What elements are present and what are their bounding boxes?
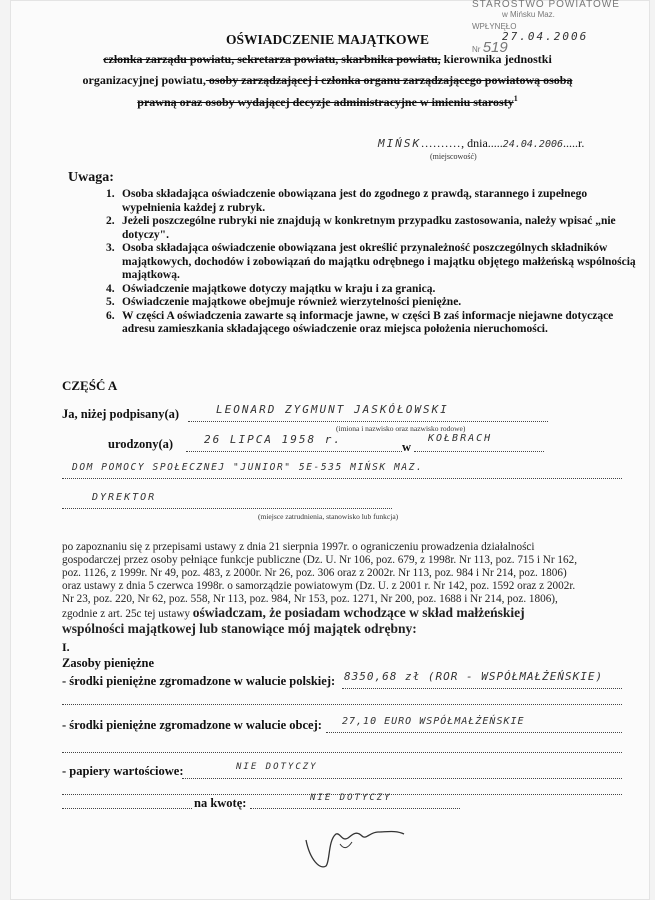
struck-functions-b: osoby zarządzającej i członka organu zarządzającego powiatową osobą: [205, 73, 573, 87]
born-place: KOŁBRACH: [428, 433, 493, 444]
date-suffix: r.: [578, 136, 585, 150]
stamp-number: 519: [482, 39, 508, 56]
stamp-office-city: w Mińsku Maz.: [502, 10, 555, 19]
declarant-label: Ja, niżej podpisany(a): [62, 407, 180, 421]
pln-funds-value: 8350,68 zł (ROR - WSPÓŁMAŁŻEŃSKIE): [344, 670, 604, 683]
notes-heading: Uwaga:: [68, 170, 114, 185]
date-value: 24.04.2006: [502, 139, 564, 150]
note-item: 5. Oświadczenie majątkowe obejmuje również wierzytelności pieniężne.: [106, 296, 462, 308]
part-a-heading: CZĘŚĆ A: [62, 378, 118, 393]
foreign-funds-line-2: [62, 752, 622, 753]
name-line: [188, 421, 548, 422]
securities-line: [182, 778, 622, 779]
note-item: 1. Osoba składająca oświadczenie obowiązana jest do zgodnego z prawdą, starannego i zupełnego wypełnienia każdej z rubryk.: [106, 188, 588, 214]
name-caption: (imiona i nazwisko oraz nazwisko rodowe): [336, 424, 466, 433]
section-roman: I.: [62, 640, 70, 654]
stamp-nr-label: Nr: [472, 45, 481, 54]
born-in-label: w: [402, 440, 412, 454]
stamp-received-label: WPŁYNĘŁO: [472, 22, 517, 31]
title-line-1: [0, 52, 655, 67]
title-line-2: [0, 73, 655, 88]
foreign-funds-value: 27,10 EURO WSPÓŁMAŁŻEŃSKIE: [342, 716, 525, 727]
stamp-date: 27.04.2006: [502, 30, 589, 43]
place-caption: (miejscowość): [430, 152, 477, 161]
struck-functions-c: prawną oraz osoby wydającej decyzje administracyjne w imieniu starosty: [137, 95, 514, 109]
employment-place: DOM POMOCY SPOŁECZNEJ "JUNIOR" 5E-535 MIŃSK MAZ.: [72, 462, 424, 473]
foreign-funds-label: - środki pieniężne zgromadzone w walucie obcej:: [62, 718, 322, 732]
securities-value: NIE DOTYCZY: [236, 762, 318, 772]
note-item: 4. Oświadczenie majątkowe dotyczy majątku w kraju i za granicą.: [106, 282, 436, 295]
declarant-name: LEONARD ZYGMUNT JASKÓŁOWSKI: [216, 403, 449, 416]
amount-label: na kwotę:: [194, 796, 247, 810]
struck-functions-a: członka zarządu powiatu, sekretarza powiatu, skarbnika powiatu,: [103, 52, 441, 66]
amount-line: [250, 808, 460, 809]
pln-funds-line-2: [62, 704, 622, 705]
legal-basis-paragraph: po zapoznaniu się z przepisami ustawy z dnia 21 sierpnia 1997r. o ograniczeniu prowadzenia działalności gospodarczej przez osoby pełniące funkcje publiczne (Dz. U. Nr 106, poz. 679, z 1998r. Nr 113, poz. 715 i Nr 162, poz. 1126, z 1999r. Nr 49, poz. 483, z 2000r. Nr 26, poz. 306 oraz z 2002r. Nr 113, poz. 984 i Nr 214, poz. 1806) oraz ustawy z dnia 5 czerwca 1998r. o samorządzie powiatowym (Dz. U. z 2001 r. Nr 142, poz. 1592 oraz z 2002r. Nr 23, poz. 220, Nr 62, poz. 558, Nr 113, poz. 984, Nr 153, poz. 1271, Nr 200, poz. 1688 i Nr 214, poz. 1806), zgodnie z art. 25c tej ustawy oświadczam, że posiadam wchodzące w skład małżeńskiej wspólności majątkowej lub stanowiące mój majątek odrębny:: [62, 541, 577, 636]
employment-line-2: [62, 508, 392, 509]
footnote-mark: 1: [513, 94, 518, 103]
notes-list: [106, 188, 646, 337]
document-title: OŚWIADCZENIE MAJĄTKOWE: [226, 32, 429, 47]
employment-caption: (miejsce zatrudnienia, stanowisko lub funkcja): [258, 512, 399, 521]
employment-position: DYREKTOR: [92, 492, 157, 503]
note-item: 2. Jeżeli poszczególne rubryki nie znajdują w konkretnym przypadku zastosowania, należy wpisać „nie dotyczy".: [106, 215, 616, 241]
foreign-funds-line: [326, 732, 622, 733]
note-item: 6. W części A oświadczenia zawarte są informacje jawne, w części B zaś informacje niejawne dotyczące adresu zamieszkania składającego oświadczenie oraz miejsca położenia nieruchomości.: [106, 309, 614, 335]
place-value: MIŃSK: [378, 137, 422, 150]
place-date-line: MIŃSK.........., dnia.....24.04.2006.....r.: [378, 136, 585, 150]
securities-label: - papiery wartościowe:: [62, 764, 184, 778]
kept-function-b: organizacyjnej powiatu,: [82, 73, 206, 87]
amount-value: NIE DOTYCZY: [310, 793, 392, 803]
stamp-office-name: STAROSTWO POWIATOWE: [472, 0, 620, 10]
amount-lead-line: [62, 808, 192, 809]
born-date-line: [186, 451, 402, 452]
pln-funds-label: - środki pieniężne zgromadzone w walucie polskiej:: [62, 674, 336, 688]
date-label: , dnia: [461, 136, 488, 150]
pln-funds-line: [342, 688, 622, 689]
note-item: 3. Osoba składająca oświadczenie obowiązana jest określić przynależność poszczególnych składników majątkowych, dochodów i zobowiązań do majątku odrębnego i majątku objętego małżeńską wspólnością majątkową.: [106, 242, 636, 281]
kept-function-a: kierownika jednostki: [440, 52, 552, 66]
signature-scribble: [300, 820, 410, 880]
section-heading: Zasoby pieniężne: [62, 656, 155, 670]
employment-line-1: [62, 478, 622, 479]
born-date: 26 LIPCA 1958 r.: [204, 433, 342, 446]
title-line-3: [0, 94, 655, 110]
born-label: urodzony(a): [108, 437, 174, 451]
born-place-line: [414, 451, 544, 452]
